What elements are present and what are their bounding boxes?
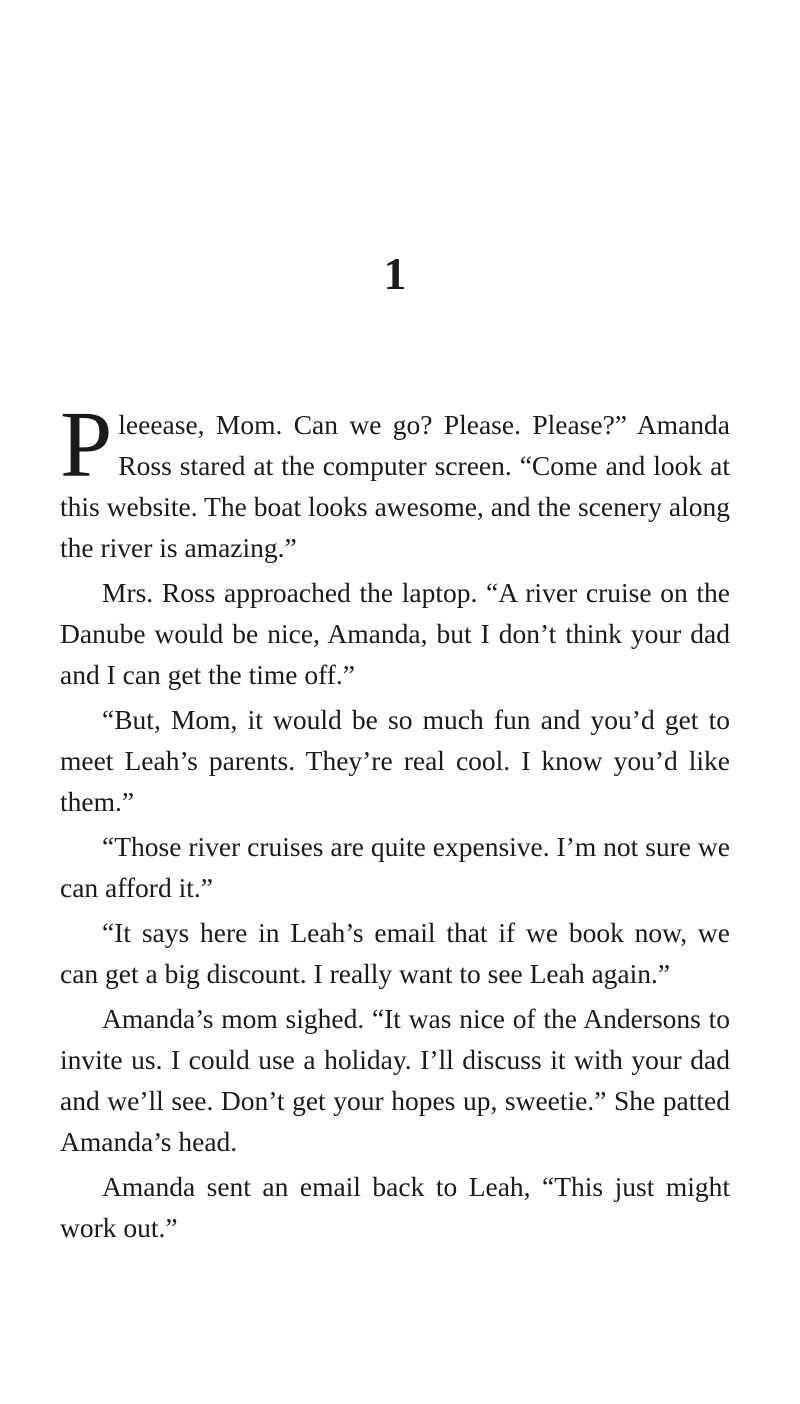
- paragraph-3: “But, Mom, it would be so much fun and you’d get to meet Leah’s parents. They’re real cool. I know you’d like them.”: [60, 704, 730, 817]
- paragraph-4: “Those river cruises are quite expensive. I’m not sure we can afford it.”: [60, 831, 730, 903]
- drop-cap: P: [60, 393, 113, 497]
- paragraph-1-text: leeease, Mom. Can we go? Please. Please?” Amanda Ross stared at the computer screen. “Come and look at this website. The boat looks awesome, and the scenery along the river is amazing.”: [60, 409, 730, 563]
- paragraph-6: Amanda’s mom sighed. “It was nice of the Andersons to invite us. I could use a holiday. I’ll discuss it with your dad and we’ll see. Don’t get your hopes up, sweetie.” She patted Amanda’s head.: [60, 1003, 730, 1157]
- chapter-body: [60, 393, 730, 1252]
- chapter-number: 1: [383, 248, 407, 299]
- paragraph-2: Mrs. Ross approached the laptop. “A river cruise on the Danube would be nice, Amanda, but I don’t think your dad and I can get the time off.”: [60, 577, 730, 690]
- paragraph-5: “It says here in Leah’s email that if we book now, we can get a big discount. I really want to see Leah again.”: [60, 917, 730, 989]
- paragraph-7: Amanda sent an email back to Leah, “This just might work out.”: [60, 1171, 730, 1243]
- paragraph-1: [60, 393, 730, 568]
